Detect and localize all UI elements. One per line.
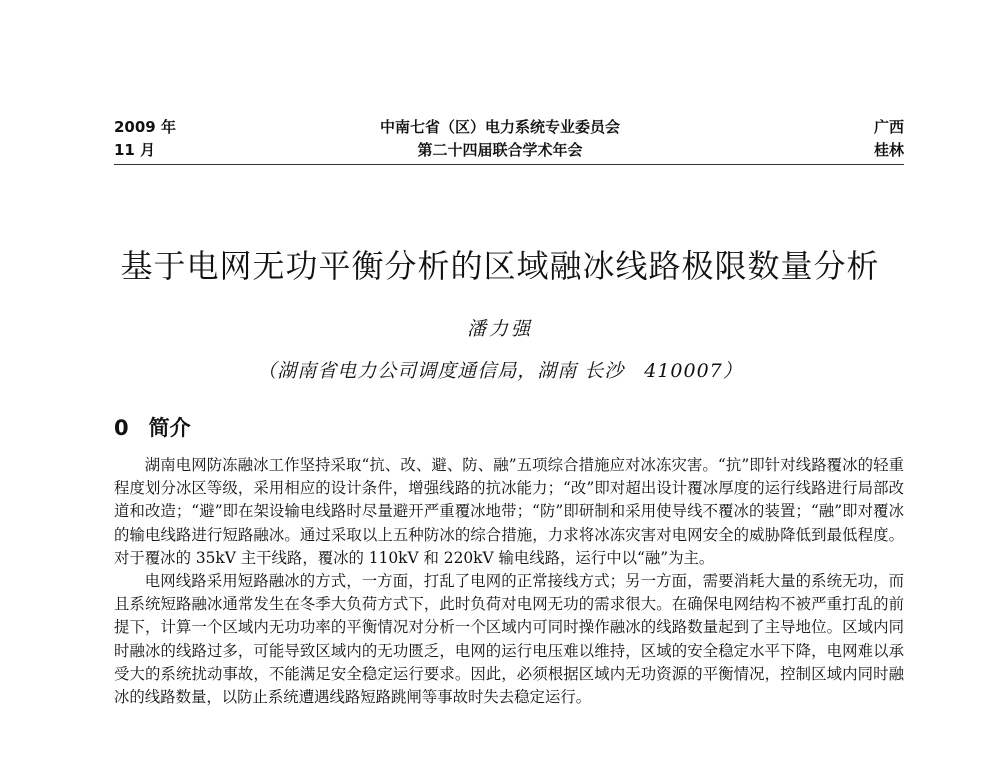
body-text bbox=[114, 454, 904, 709]
header-city: 桂林 bbox=[873, 141, 904, 159]
paper-author: 潘力强 bbox=[466, 318, 533, 340]
header-conference-line1: 中南七省（区）电力系统专业委员会 bbox=[379, 118, 620, 136]
header-divider bbox=[114, 164, 904, 165]
section-heading bbox=[114, 414, 191, 442]
header-month: 11 月 bbox=[114, 141, 156, 159]
header-date bbox=[114, 116, 176, 162]
header-province: 广西 bbox=[873, 118, 904, 136]
header-year: 2009 年 bbox=[114, 118, 176, 136]
section-title: 简介 bbox=[148, 416, 191, 440]
paper-affiliation: （湖南省电力公司调度通信局，湖南 长沙 410007） bbox=[257, 360, 743, 382]
paragraph: 电网线路采用短路融冰的方式，一方面，打乱了电网的正常接线方式；另一方面，需要消耗大量的系统无功，而且系统短路融冰通常发生在冬季大负荷方式下，此时负荷对电网无功的需求很大。在确保电网结构不被严重打乱的前提下，计算一个区域内无功功率的平衡情况对分析一个区域内可同时操作融冰的线路数量起到了主导地位。区域内同时融冰的线路过多，可能导致区域内的无功匮乏，电网的运行电压难以维持，区域的安全稳定水平下降，电网难以承受大的系统扰动事故，不能满足安全稳定运行要求。因此，必须根据区域内无功资源的平衡情况，控制区域内同时融冰的线路数量，以防止系统遭遇线路短路跳闸等事故时失去稳定运行。 bbox=[114, 572, 904, 707]
section-number: 0 bbox=[114, 416, 129, 440]
header-conference-line2: 第二十四届联合学术年会 bbox=[417, 141, 583, 159]
header-conference bbox=[300, 116, 700, 162]
paper-title: 基于电网无功平衡分析的区域融冰线路极限数量分析 bbox=[120, 247, 880, 285]
header-location bbox=[830, 116, 904, 162]
paragraph: 湖南电网防冻融冰工作坚持采取“抗、改、避、防、融”五项综合措施应对冰冻灾害。“抗”即针对线路覆冰的轻重程度划分冰区等级，采用相应的设计条件，增强线路的抗冰能力；“改”即对超出设计覆冰厚度的运行线路进行局部改道和改造；“避”即在架设输电线路时尽量避开严重覆冰地带；“防”即研制和采用使导线不覆冰的装置；“融”即对覆冰的输电线路进行短路融冰。通过采取以上五种防冰的综合措施，力求将冰冻灾害对电网安全的威胁降低到最低程度。对于覆冰的 35kV 主干线路，覆冰的 110kV 和 220kV 输电线路，运行中以“融”为主。 bbox=[114, 456, 904, 567]
